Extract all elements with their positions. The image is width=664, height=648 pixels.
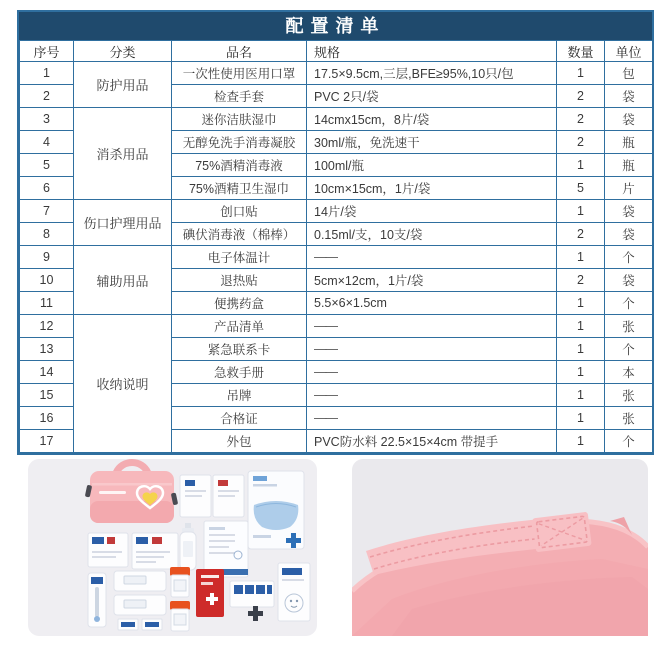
- item-name: 碘伏消毒液（棉棒）: [172, 223, 307, 246]
- small-packs-illustration: [88, 533, 178, 569]
- item-unit: 个: [605, 430, 653, 453]
- item-spec: ——: [307, 246, 557, 269]
- table-header-row: [20, 41, 653, 62]
- item-unit: 张: [605, 384, 653, 407]
- table-row: [20, 62, 653, 85]
- item-name: 75%酒精卫生湿巾: [172, 177, 307, 200]
- bandaid-box-illustration: [196, 569, 224, 617]
- column-header: 品名: [172, 41, 307, 62]
- item-qty: 1: [557, 62, 605, 85]
- row-number: 17: [20, 430, 74, 453]
- item-unit: 包: [605, 62, 653, 85]
- item-spec: ——: [307, 407, 557, 430]
- row-number: 9: [20, 246, 74, 269]
- item-unit: 片: [605, 177, 653, 200]
- item-unit: 张: [605, 315, 653, 338]
- table-title: 配置清单: [19, 12, 652, 40]
- row-number: 5: [20, 154, 74, 177]
- item-spec: 5cm×12cm，1片/袋: [307, 269, 557, 292]
- item-unit: 袋: [605, 269, 653, 292]
- item-qty: 1: [557, 407, 605, 430]
- item-unit: 瓶: [605, 131, 653, 154]
- item-unit: 瓶: [605, 154, 653, 177]
- row-number: 3: [20, 108, 74, 131]
- column-header: 数量: [557, 41, 605, 62]
- item-name: 创口贴: [172, 200, 307, 223]
- item-unit: 个: [605, 292, 653, 315]
- item-name: 产品清单: [172, 315, 307, 338]
- first-aid-bag-illustration: [85, 463, 178, 524]
- table-row: [20, 200, 653, 223]
- item-spec: 14cmx15cm，8片/袋: [307, 108, 557, 131]
- item-name: 便携药盒: [172, 292, 307, 315]
- column-header: 序号: [20, 41, 74, 62]
- item-spec: 0.15ml/支，10支/袋: [307, 223, 557, 246]
- row-number: 8: [20, 223, 74, 246]
- item-name: 吊牌: [172, 384, 307, 407]
- item-qty: 1: [557, 361, 605, 384]
- item-name: 急救手册: [172, 361, 307, 384]
- item-qty: 1: [557, 292, 605, 315]
- item-name: 一次性使用医用口罩: [172, 62, 307, 85]
- row-number: 4: [20, 131, 74, 154]
- table-row: [20, 108, 653, 131]
- item-spec: ——: [307, 338, 557, 361]
- item-unit: 袋: [605, 223, 653, 246]
- item-qty: 2: [557, 108, 605, 131]
- item-spec: 100ml/瓶: [307, 154, 557, 177]
- item-unit: 个: [605, 338, 653, 361]
- row-number: 16: [20, 407, 74, 430]
- item-unit: 个: [605, 246, 653, 269]
- thermometer-illustration: [88, 573, 106, 627]
- item-qty: 2: [557, 131, 605, 154]
- item-unit: 本: [605, 361, 653, 384]
- item-qty: 1: [557, 154, 605, 177]
- item-qty: 5: [557, 177, 605, 200]
- item-spec: 14片/袋: [307, 200, 557, 223]
- item-unit: 袋: [605, 108, 653, 131]
- item-qty: 1: [557, 430, 605, 453]
- row-number: 13: [20, 338, 74, 361]
- spray-bottle-illustration: [180, 523, 196, 570]
- item-name: 合格证: [172, 407, 307, 430]
- row-number: 1: [20, 62, 74, 85]
- row-number: 10: [20, 269, 74, 292]
- cooling-patch-illustration: [278, 563, 310, 621]
- mask-pack-illustration: [248, 471, 304, 549]
- item-qty: 1: [557, 246, 605, 269]
- item-spec: 5.5×6×1.5cm: [307, 292, 557, 315]
- item-unit: 张: [605, 407, 653, 430]
- item-spec: ——: [307, 361, 557, 384]
- item-spec: 10cm×15cm，1片/袋: [307, 177, 557, 200]
- column-header: 单位: [605, 41, 653, 62]
- row-number: 7: [20, 200, 74, 223]
- strap-patch-illustration: [532, 512, 592, 553]
- item-spec: PVC防水料 22.5×15×4cm 带提手: [307, 430, 557, 453]
- category-cell: 伤口护理用品: [74, 200, 172, 246]
- config-table: [17, 10, 654, 455]
- row-number: 2: [20, 85, 74, 108]
- table-row: [20, 246, 653, 269]
- item-name: 外包: [172, 430, 307, 453]
- item-name: 无醇免洗手消毒凝胶: [172, 131, 307, 154]
- row-number: 11: [20, 292, 74, 315]
- item-name: 迷你洁肤湿巾: [172, 108, 307, 131]
- item-spec: 30ml/瓶，免洗速干: [307, 131, 557, 154]
- spec-table-body: [20, 62, 653, 453]
- category-cell: 辅助用品: [74, 246, 172, 315]
- item-spec: PVC 2只/袋: [307, 85, 557, 108]
- item-spec: ——: [307, 384, 557, 407]
- kit-contents-photo: [28, 459, 317, 636]
- item-qty: 2: [557, 85, 605, 108]
- row-number: 12: [20, 315, 74, 338]
- item-qty: 2: [557, 223, 605, 246]
- item-name: 电子体温计: [172, 246, 307, 269]
- item-name: 退热贴: [172, 269, 307, 292]
- leaflet-illustration: [204, 521, 248, 577]
- row-number: 6: [20, 177, 74, 200]
- category-cell: 消杀用品: [74, 108, 172, 200]
- item-name: 检查手套: [172, 85, 307, 108]
- item-qty: 2: [557, 269, 605, 292]
- category-cell: 防护用品: [74, 62, 172, 108]
- category-cell: 收纳说明: [74, 315, 172, 453]
- item-qty: 1: [557, 200, 605, 223]
- column-header: 分类: [74, 41, 172, 62]
- row-number: 14: [20, 361, 74, 384]
- row-number: 15: [20, 384, 74, 407]
- item-name: 75%酒精消毒液: [172, 154, 307, 177]
- item-name: 紧急联系卡: [172, 338, 307, 361]
- spec-table: [19, 40, 653, 453]
- table-row: [20, 315, 653, 338]
- item-qty: 1: [557, 315, 605, 338]
- item-spec: 17.5×9.5cm,三层,BFE≥95%,10只/包: [307, 62, 557, 85]
- item-qty: 1: [557, 338, 605, 361]
- item-qty: 1: [557, 384, 605, 407]
- item-unit: 袋: [605, 200, 653, 223]
- bag-closeup-photo: [352, 459, 648, 636]
- column-header: 规格: [307, 41, 557, 62]
- item-unit: 袋: [605, 85, 653, 108]
- item-spec: ——: [307, 315, 557, 338]
